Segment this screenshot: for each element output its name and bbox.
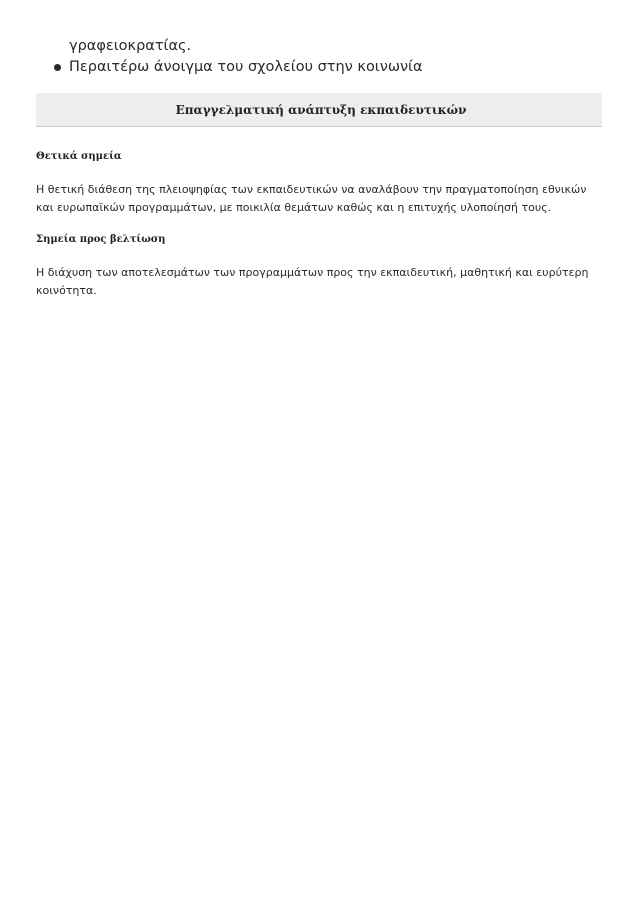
positive-points-text: Η θετική διάθεση της πλειοψηφίας των εκπαιδευτικών να αναλάβουν την πραγματοποίηση εθνικών και ευρωπαϊκών προγραμμάτων, με ποικιλία θεμάτων καθώς και η επιτυχής υλοποίησή τους. — [36, 183, 587, 214]
section-title: Επαγγελματική ανάπτυξη εκπαιδευτικών — [175, 102, 467, 117]
section-header — [36, 93, 602, 127]
positive-points-heading: Θετικά σημεία — [36, 151, 122, 162]
improvement-points-text: Η διάχυση των αποτελεσμάτων των προγραμμάτων προς την εκπαιδευτική, μαθητική και ευρύτερη κοινότητα. — [36, 266, 589, 297]
bullet-icon — [54, 64, 61, 71]
continued-list-text: γραφειοκρατίας. — [69, 38, 192, 54]
bullet-list — [48, 57, 423, 77]
list-item-text: Περαιτέρω άνοιγμα του σχολείου στην κοινωνία — [69, 59, 423, 75]
improvement-points-heading: Σημεία προς βελτίωση — [36, 234, 166, 245]
list-item — [48, 57, 423, 77]
